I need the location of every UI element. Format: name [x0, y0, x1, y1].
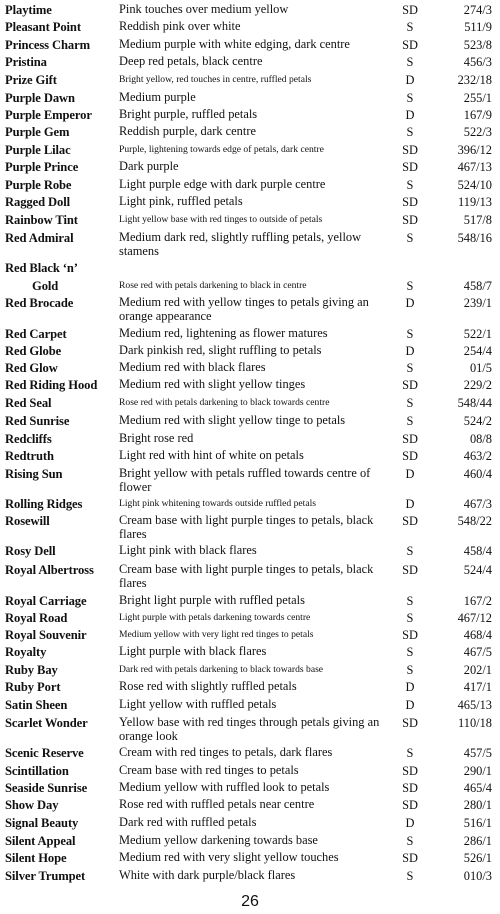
plant-type-code: SD [402, 628, 418, 642]
plant-reference-number: 467/13 [457, 160, 492, 174]
plant-description: Dark red with petals darkening to black towards base [119, 664, 324, 675]
plant-type-code: S [406, 594, 414, 608]
plant-reference-number: 548/16 [457, 231, 492, 245]
list-item [0, 544, 500, 561]
plant-description: Deep red petals, black centre [119, 54, 263, 68]
plant-name: Prize Gift [5, 73, 57, 87]
list-item [0, 20, 500, 37]
list-item [0, 55, 500, 72]
list-item [0, 378, 500, 395]
plant-description: Light red with hint of white on petals [119, 448, 304, 462]
plant-type-code: S [406, 414, 414, 428]
plant-reference-number: 517/8 [463, 213, 492, 227]
plant-reference-number: 167/2 [463, 594, 492, 608]
plant-name: Purple Gem [5, 125, 70, 139]
list-item [0, 231, 500, 265]
plant-reference-number: 548/22 [457, 514, 492, 528]
plant-reference-number: 119/13 [458, 195, 492, 209]
plant-type-code: S [406, 645, 414, 659]
list-item [0, 594, 500, 611]
plant-name: Royal Carriage [5, 594, 87, 608]
list-item [0, 746, 500, 763]
plant-description: Light purple with black flares [119, 644, 267, 658]
plant-name: Silver Trumpet [5, 869, 86, 883]
plant-name: Red Riding Hood [5, 378, 98, 392]
list-item [0, 680, 500, 697]
plant-reference-number: 467/5 [463, 645, 492, 659]
list-item [0, 432, 500, 449]
plant-reference-number: 460/4 [463, 467, 492, 481]
plant-type-code: S [406, 361, 414, 375]
list-item [0, 108, 500, 125]
plant-reference-number: 467/3 [463, 497, 492, 511]
list-item [0, 327, 500, 344]
plant-description: Light pink with black flares [119, 543, 257, 557]
plant-name: Royal Souvenir [5, 628, 87, 642]
plant-reference-number: 286/1 [463, 834, 492, 848]
plant-description: Reddish pink over white [119, 19, 241, 33]
plant-description: Yellow base with red tinges through petals giving an orange look [119, 715, 380, 743]
plant-reference-number: 516/1 [463, 816, 492, 830]
plant-type-code: S [406, 834, 414, 848]
plant-reference-number: 522/1 [463, 327, 492, 341]
plant-type-code: SD [402, 378, 418, 392]
plant-reference-number: 239/1 [463, 296, 492, 310]
plant-description: Rose red with ruffled petals near centre [119, 797, 315, 811]
plant-name: Red Admiral [5, 231, 74, 245]
plant-type-code: SD [402, 143, 418, 157]
plant-reference-number: 417/1 [463, 680, 492, 694]
plant-type-code: D [405, 344, 415, 358]
plant-name: Red Carpet [5, 327, 67, 341]
list-item [0, 414, 500, 431]
plant-name: Red Sunrise [5, 414, 70, 428]
plant-type-code: S [406, 544, 414, 558]
plant-reference-number: 457/5 [463, 746, 492, 760]
plant-description: Bright rose red [119, 431, 194, 445]
plant-type-code: S [406, 869, 414, 883]
plant-type-code: S [406, 663, 414, 677]
plant-description: Medium red with yellow tinges to petals giving an orange appearance [119, 295, 369, 323]
plant-description: Cream base with light purple tinges to petals, black flares [119, 513, 374, 541]
plant-reference-number: 08/8 [469, 432, 492, 446]
plant-type-code: S [406, 20, 414, 34]
plant-name: Purple Emperor [5, 108, 92, 122]
plant-type-code: S [406, 327, 414, 341]
plant-name: Rosewill [5, 514, 50, 528]
plant-reference-number: 524/4 [463, 563, 492, 577]
plant-name: Rolling Ridges [5, 497, 83, 511]
list-item [0, 645, 500, 662]
list-item [0, 91, 500, 108]
plant-reference-number: 290/1 [463, 764, 492, 778]
list-item [0, 279, 500, 296]
list-item [0, 296, 500, 330]
plant-reference-number: 511/9 [464, 20, 492, 34]
plant-type-code: S [406, 55, 414, 69]
plant-name: Scintillation [5, 764, 69, 778]
plant-description: Bright purple, ruffled petals [119, 107, 258, 121]
plant-reference-number: 01/5 [469, 361, 492, 375]
plant-name: Scenic Reserve [5, 746, 84, 760]
plant-type-code: D [405, 816, 415, 830]
plant-description: Light pink whitening towards outside ruffled petals [119, 498, 316, 509]
plant-description: Cream base with light purple tinges to petals, black flares [119, 562, 374, 590]
plant-description: Dark pinkish red, slight ruffling to petals [119, 343, 322, 357]
list-item [0, 449, 500, 466]
plant-type-code: D [405, 108, 415, 122]
list-item [0, 261, 500, 278]
plant-type-code: SD [402, 781, 418, 795]
plant-reference-number: 548/44 [457, 396, 492, 410]
plant-type-code: D [405, 497, 415, 511]
plant-type-code: SD [402, 449, 418, 463]
list-item [0, 764, 500, 781]
plant-reference-number: 396/12 [457, 143, 492, 157]
plant-type-code: SD [402, 38, 418, 52]
plant-description: Medium red with very slight yellow touches [119, 850, 339, 864]
plant-reference-number: 465/4 [463, 781, 492, 795]
plant-name: Red Glow [5, 361, 58, 375]
plant-type-code: SD [402, 160, 418, 174]
plant-description: Medium red with slight yellow tinge to petals [119, 413, 346, 427]
list-item [0, 628, 500, 645]
plant-description: Light yellow base with red tinges to outside of petals [119, 214, 323, 225]
plant-description: Medium yellow with ruffled look to petals [119, 780, 330, 794]
plant-type-code: SD [402, 764, 418, 778]
plant-name: Princess Charm [5, 38, 90, 52]
list-item [0, 698, 500, 715]
plant-type-code: S [406, 611, 414, 625]
list-item [0, 195, 500, 212]
list-item [0, 816, 500, 833]
plant-type-code: SD [402, 514, 418, 528]
plant-name: Rosy Dell [5, 544, 56, 558]
plant-description: Reddish purple, dark centre [119, 124, 256, 138]
plant-description: Medium yellow darkening towards base [119, 833, 318, 847]
plant-type-code: SD [402, 563, 418, 577]
plant-description: Light yellow with ruffled petals [119, 697, 277, 711]
plant-reference-number: 522/3 [463, 125, 492, 139]
plant-reference-number: 255/1 [463, 91, 492, 105]
plant-name: Rainbow Tint [5, 213, 78, 227]
plant-description: Medium yellow with very light red tinges to petals [119, 629, 314, 640]
plant-name: Purple Dawn [5, 91, 75, 105]
plant-reference-number: 524/2 [463, 414, 492, 428]
plant-type-code: S [406, 396, 414, 410]
list-item [0, 160, 500, 177]
plant-description: Dark purple [119, 159, 179, 173]
plant-name: Playtime [5, 3, 52, 17]
plant-name: Seaside Sunrise [5, 781, 88, 795]
plant-name: Royalty [5, 645, 47, 659]
plant-type-code: SD [402, 432, 418, 446]
plant-type-code: S [406, 746, 414, 760]
plant-name: Gold [32, 279, 59, 293]
plant-type-code: SD [402, 716, 418, 730]
plant-name: Red Seal [5, 396, 52, 410]
plant-description: Light purple edge with dark purple centre [119, 177, 326, 191]
plant-name: Purple Lilac [5, 143, 71, 157]
plant-name: Ruby Port [5, 680, 61, 694]
list-item [0, 834, 500, 851]
plant-reference-number: 229/2 [463, 378, 492, 392]
plant-reference-number: 463/2 [463, 449, 492, 463]
plant-description: Cream base with red tinges to petals [119, 763, 299, 777]
list-item [0, 663, 500, 680]
list-item [0, 611, 500, 628]
list-item [0, 73, 500, 90]
plant-type-code: S [406, 231, 414, 245]
list-item [0, 467, 500, 501]
plant-reference-number: 010/3 [463, 869, 492, 883]
plant-description: Light pink, ruffled petals [119, 194, 243, 208]
plant-reference-number: 280/1 [463, 798, 492, 812]
plant-name: Purple Prince [5, 160, 79, 174]
plant-type-code: S [406, 125, 414, 139]
plant-name: Show Day [5, 798, 59, 812]
plant-name: Pleasant Point [5, 20, 81, 34]
list-item [0, 781, 500, 798]
list-item [0, 361, 500, 378]
plant-type-code: SD [402, 213, 418, 227]
plant-type-code: D [405, 467, 415, 481]
list-item [0, 143, 500, 160]
plant-reference-number: 523/8 [463, 38, 492, 52]
list-item [0, 38, 500, 55]
plant-description: Light purple with petals darkening towards centre [119, 612, 311, 623]
plant-reference-number: 467/12 [457, 611, 492, 625]
plant-type-code: D [405, 680, 415, 694]
plant-reference-number: 465/13 [457, 698, 492, 712]
plant-description: Bright yellow, red touches in centre, ruffled petals [119, 74, 312, 85]
plant-reference-number: 458/4 [463, 544, 492, 558]
plant-name: Rising Sun [5, 467, 63, 481]
plant-name: Purple Robe [5, 178, 72, 192]
plant-description: Medium purple [119, 90, 196, 104]
plant-reference-number: 274/3 [463, 3, 492, 17]
plant-name: Silent Appeal [5, 834, 76, 848]
plant-reference-number: 458/7 [463, 279, 492, 293]
plant-description: Rose red with petals darkening to black towards centre [119, 397, 330, 408]
plant-name: Red Black ‘n’ [5, 261, 78, 275]
plant-description: Cream with red tinges to petals, dark flares [119, 745, 333, 759]
plant-name: Signal Beauty [5, 816, 79, 830]
list-item [0, 851, 500, 868]
list-item [0, 213, 500, 230]
list-item [0, 798, 500, 815]
list-item [0, 178, 500, 195]
plant-description: Medium red with black flares [119, 360, 266, 374]
list-item [0, 3, 500, 20]
plant-name: Red Brocade [5, 296, 74, 310]
plant-description: White with dark purple/black flares [119, 868, 296, 882]
plant-type-code: D [405, 296, 415, 310]
plant-reference-number: 202/1 [463, 663, 492, 677]
plant-reference-number: 232/18 [457, 73, 492, 87]
plant-reference-number: 468/4 [463, 628, 492, 642]
plant-name: Redcliffs [5, 432, 52, 446]
plant-name: Ragged Doll [5, 195, 71, 209]
plant-type-code: SD [402, 851, 418, 865]
plant-name: Silent Hope [5, 851, 67, 865]
plant-type-code: S [406, 279, 414, 293]
plant-description: Medium red with slight yellow tinges [119, 377, 306, 391]
list-item [0, 497, 500, 514]
plant-description: Medium purple with white edging, dark centre [119, 37, 350, 51]
plant-name: Ruby Bay [5, 663, 58, 677]
plant-description: Medium dark red, slightly ruffling petals, yellow stamens [119, 230, 362, 258]
plant-type-code: S [406, 178, 414, 192]
list-item [0, 344, 500, 361]
plant-type-code: S [406, 91, 414, 105]
plant-name: Royal Road [5, 611, 68, 625]
plant-name: Redtruth [5, 449, 54, 463]
plant-reference-number: 167/9 [463, 108, 492, 122]
plant-name: Pristina [5, 55, 47, 69]
plant-reference-number: 110/18 [458, 716, 492, 730]
plant-description: Pink touches over medium yellow [119, 2, 289, 16]
plant-description: Bright light purple with ruffled petals [119, 593, 305, 607]
list-item [0, 869, 500, 886]
plant-reference-number: 456/3 [463, 55, 492, 69]
plant-reference-number: 526/1 [463, 851, 492, 865]
plant-description: Bright yellow with petals ruffled towards centre of flower [119, 466, 371, 494]
plant-description: Dark red with ruffled petals [119, 815, 257, 829]
plant-description: Rose red with petals darkening to black in centre [119, 280, 307, 291]
plant-name: Red Globe [5, 344, 62, 358]
plant-type-code: SD [402, 798, 418, 812]
list-item [0, 125, 500, 142]
plant-description: Purple, lightening towards edge of petals, dark centre [119, 144, 324, 155]
plant-name: Satin Sheen [5, 698, 68, 712]
plant-name: Royal Albertross [5, 563, 94, 577]
page-number: 26 [241, 893, 259, 910]
list-item [0, 563, 500, 597]
list-item [0, 396, 500, 413]
plant-reference-number: 524/10 [457, 178, 492, 192]
plant-type-code: D [405, 73, 415, 87]
plant-description: Rose red with slightly ruffled petals [119, 679, 297, 693]
plant-type-code: SD [402, 195, 418, 209]
plant-type-code: D [405, 698, 415, 712]
plant-name: Scarlet Wonder [5, 716, 88, 730]
plant-reference-number: 254/4 [463, 344, 492, 358]
plant-description: Medium red, lightening as flower matures [119, 326, 328, 340]
plant-type-code: SD [402, 3, 418, 17]
